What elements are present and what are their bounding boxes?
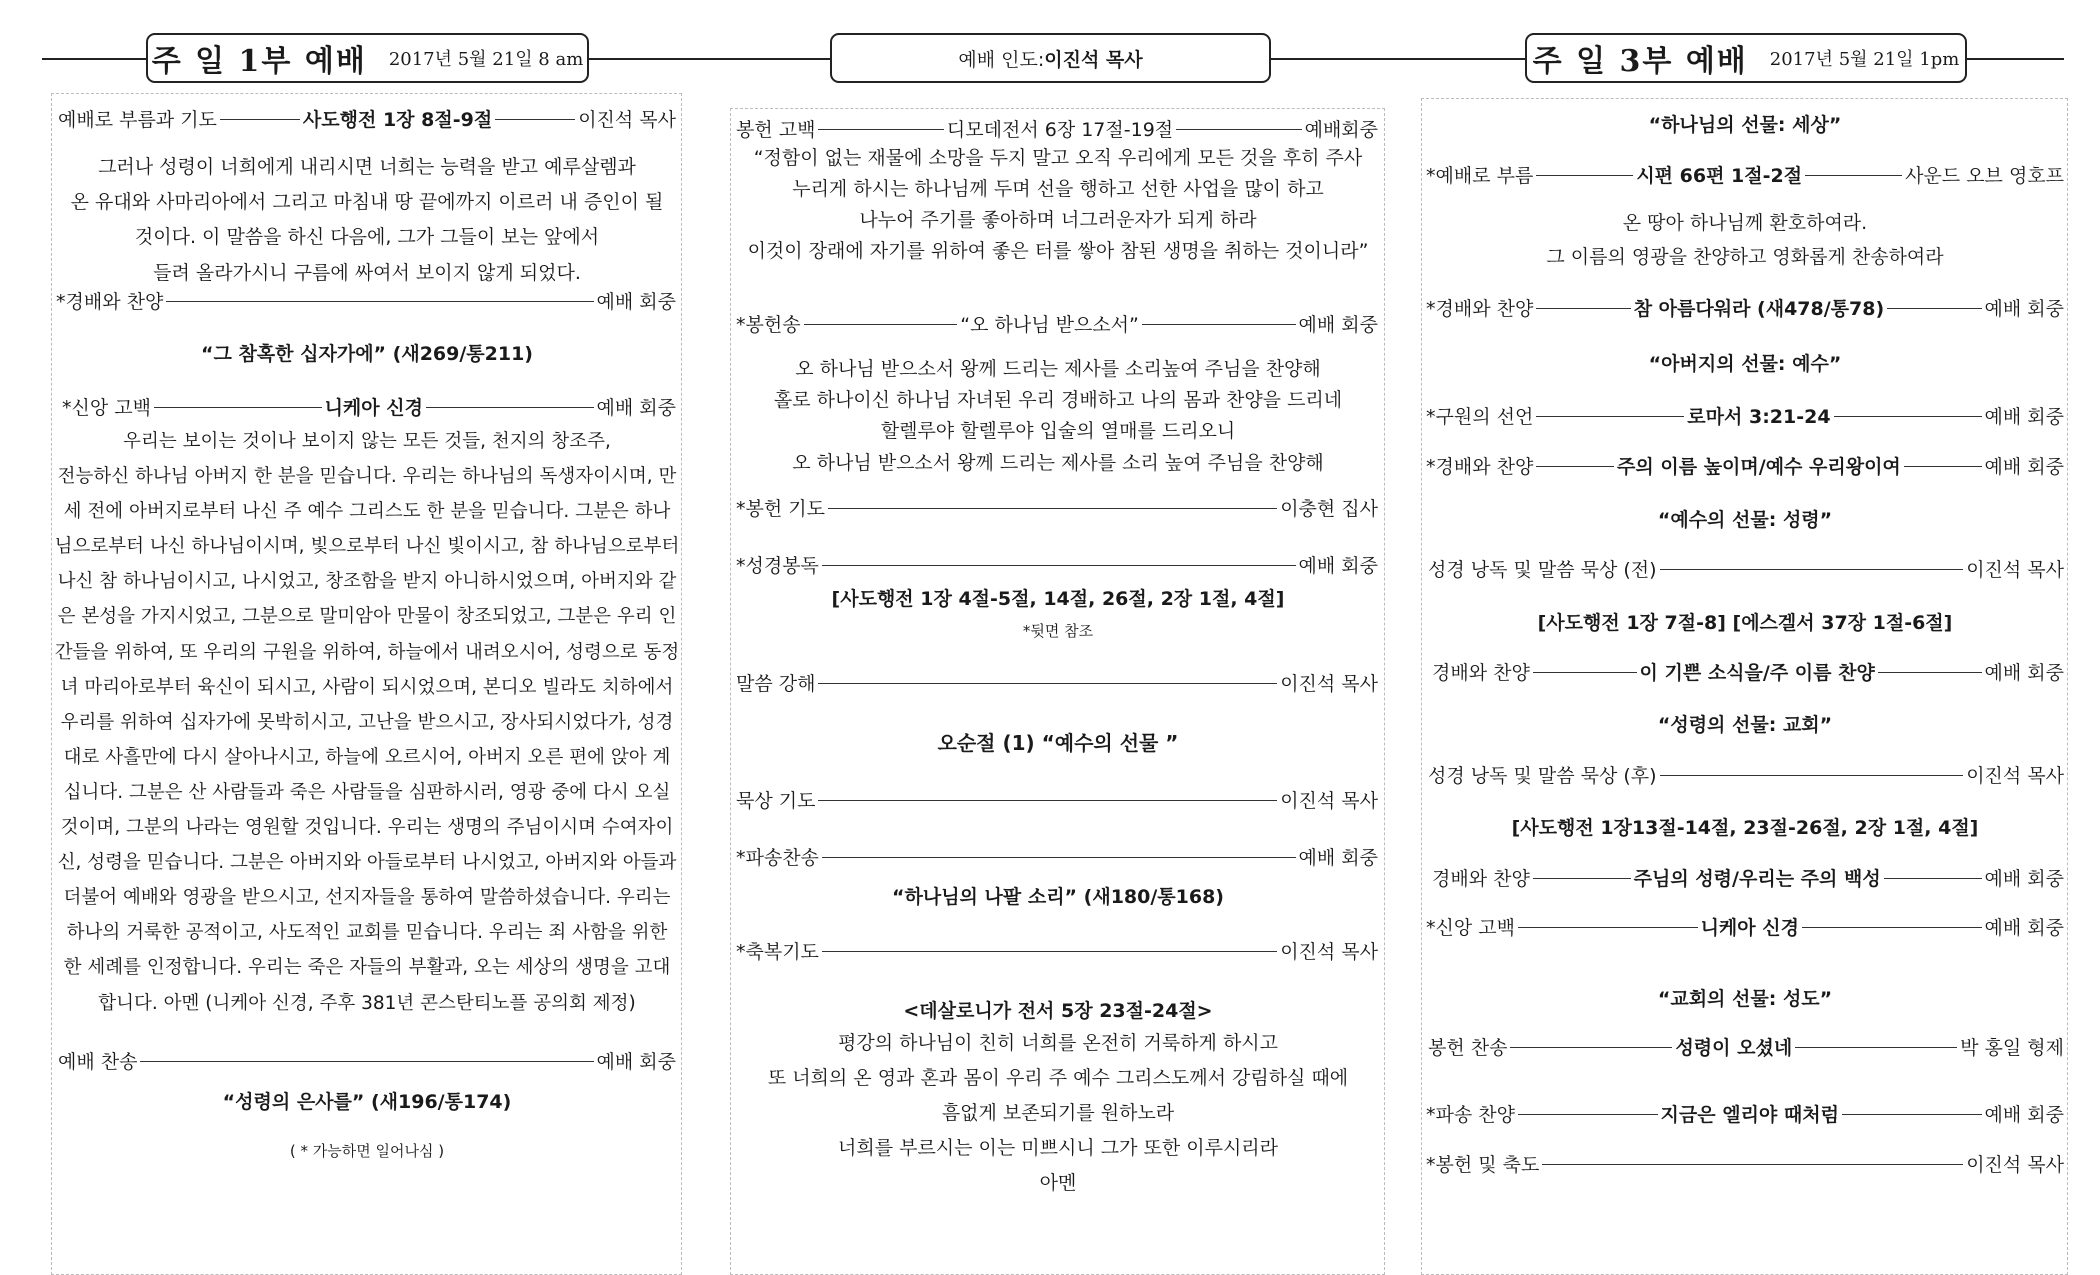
row-song: 지금은 엘리야 때처럼 [1660, 1103, 1839, 1126]
row-label: *파송찬송 [736, 846, 819, 869]
creed-line: 전능하신 하나님 아버지 한 분을 믿습니다. 우리는 하나님의 독생자이시며, 만 [57, 466, 677, 488]
creed-line: 더불어 예배와 영광을 받으시고, 선지자들을 통하여 말씀하셨습니다. 우리는 [63, 887, 671, 909]
section-heading: “아버지의 선물: 예수” [1648, 353, 1842, 375]
leader-line [822, 857, 1296, 858]
meditation-prayer-row [736, 786, 1378, 812]
row-label: *경배와 찬양 [1426, 297, 1534, 320]
scripture-reading-row [736, 551, 1378, 577]
sending-hymn-row [736, 843, 1378, 869]
row-label: *파송 찬양 [1426, 1103, 1515, 1126]
call-to-worship-row [58, 105, 676, 131]
verse-line: 그러나 성령이 너희에게 내리시면 너희는 능력을 받고 예루살렘과 [98, 156, 636, 178]
row-song: 주님의 성령/우리는 주의 백성 [1633, 867, 1881, 890]
call-verse [52, 150, 682, 291]
row-leader: 이진석 목사 [1280, 940, 1378, 963]
header-rule-center-right [1270, 58, 1526, 60]
verse-line: 온 땅아 하나님께 환호하여라. [1622, 212, 1868, 234]
creed-line: 합니다. 아멘 (니케아 신경, 주후 381년 콘스탄티노플 공의회 제정) [98, 992, 636, 1014]
reading-after-row [1428, 761, 2064, 787]
service1-header [146, 33, 589, 83]
leader-line [1533, 672, 1637, 673]
leader-line [818, 800, 1277, 801]
offering-prayer-row [736, 494, 1378, 520]
service1-title: 주 일 1부 예배 [151, 44, 367, 79]
leader-line [1878, 672, 1982, 673]
row-leader: 예배 회중 [1298, 313, 1379, 336]
row-leader: 예배 회중 [596, 396, 677, 419]
creed-line: 십니다. 그분은 산 사람들과 죽은 사람들을 심판하시러, 영광 중에 다시 오실 [63, 781, 671, 803]
scripture-reference: [사도행전 1장13절-14절, 23절-26절, 2장 1절, 4절] [1511, 817, 1979, 839]
section-heading: “교회의 선물: 성도” [1657, 988, 1833, 1010]
sermon-title: 오순절 (1) “예수의 선물 ” [937, 731, 1179, 755]
leader-line [140, 1061, 593, 1062]
row-label: *신앙 고백 [62, 396, 151, 419]
row-scripture: 니케아 신경 [324, 396, 423, 419]
header-rule-left [42, 58, 147, 60]
creed-line: 것이며, 그분의 나라는 영원할 것입니다. 우리는 생명의 주님이시며 수여자이 [60, 817, 674, 839]
row-leader: 예배 회중 [1984, 661, 2065, 684]
row-scripture: “오 하나님 받으소서” [960, 313, 1139, 336]
lyric-line: 할렐루야 할렐루야 입술의 열매를 드리오니 [880, 420, 1236, 443]
verse-line: 온 유대와 사마리아에서 그리고 마침내 땅 끝에까지 이르러 내 증인이 될 [70, 191, 664, 214]
worship-praise-row [56, 287, 676, 313]
row-leader: 예배 회중 [1298, 554, 1378, 577]
benediction-row [736, 937, 1378, 963]
row-leader: 예배 회중 [1298, 846, 1378, 869]
row-label: 예배 찬송 [58, 1050, 138, 1073]
leader-line [818, 129, 943, 130]
creed-line: 우리는 보이는 것이나 보이지 않는 모든 것들, 천지의 창조주, [123, 431, 611, 452]
worship-praise-row [1432, 658, 2064, 684]
salvation-declaration-row [1426, 402, 2064, 428]
worship-praise-row [1432, 864, 2064, 890]
creed-line: 님으로부터 나신 하나님이시며, 빛으로부터 나신 빛이시고, 참 하나님으로부터 [54, 536, 680, 558]
benediction-row [1426, 1150, 2064, 1176]
row-leader: 예배 회중 [1984, 867, 2065, 890]
row-leader: 이충현 집사 [1280, 497, 1378, 520]
row-scripture: 디모데전서 6장 17절-19절 [946, 118, 1174, 141]
verse-line: 평강의 하나님이 친히 너희를 온전히 거룩하게 하시고 [837, 1032, 1279, 1054]
verse-line: 나누어 주기를 좋아하며 너그러운자가 되게 하라 [859, 209, 1257, 231]
verse-line: 이것이 장래에 자기를 위하여 좋은 터를 쌓아 참된 생명을 취하는 것이니라” [747, 240, 1369, 262]
nicene-creed-text [52, 424, 682, 1021]
verse-line: 흠없게 보존되기를 원하노라 [941, 1102, 1175, 1124]
row-label: *경배와 찬양 [56, 290, 164, 313]
leader-line [1518, 1114, 1658, 1115]
leader-line [220, 119, 300, 120]
offering-verse [731, 143, 1385, 267]
sending-hymn-title: “하나님의 나팔 소리” (새180/통168) [892, 886, 1224, 908]
sermon-row [736, 669, 1378, 695]
row-leader: 이진석 목사 [1280, 672, 1378, 695]
verse-line: “정함이 없는 재물에 소망을 두지 말고 오직 우리에게 모든 것을 후히 주사 [753, 147, 1363, 169]
creed-line: 녀 마리아로부터 육신이 되시고, 사람이 되시었으며, 본디오 빌라도 치하에서 [60, 676, 674, 698]
scripture-reference: [사도행전 1장 4절-5절, 14절, 26절, 2장 1절, 4절] [831, 588, 1285, 610]
leader-line [1904, 466, 1982, 467]
row-scripture: 로마서 3:21-24 [1687, 405, 1831, 428]
worship-hymn-row [58, 1047, 676, 1073]
leader-line [426, 407, 594, 408]
creed-line: 신, 성령을 믿습니다. 그분은 아버지와 아들로부터 나시었고, 아버지와 아들과 [57, 852, 677, 874]
leader-line [1176, 129, 1301, 130]
row-leader: 이진석 목사 [1966, 1153, 2064, 1176]
creed-line: 나신 참 하나님이시고, 나시었고, 창조함을 받지 아니하시었으며, 아버지와 같 [57, 571, 677, 593]
leader-line [1142, 324, 1296, 325]
benediction-verse [731, 1026, 1385, 1201]
row-label: *경배와 찬양 [1426, 455, 1534, 478]
row-label: 경배와 찬양 [1432, 867, 1530, 890]
row-song: 성령이 오셨네 [1675, 1036, 1793, 1059]
service1-date: 2017년 5월 21일 8 am [388, 49, 584, 70]
header-rule-center-left [588, 58, 832, 60]
row-leader: 이진석 목사 [1280, 789, 1378, 812]
sending-praise-row [1426, 1100, 2064, 1126]
section-heading: “성령의 선물: 교회” [1657, 714, 1833, 736]
row-song: 이 기쁜 소식을/주 이름 찬양 [1639, 661, 1875, 684]
row-leader: 예배 회중 [1984, 297, 2065, 320]
row-leader: 이진석 목사 [1966, 764, 2064, 787]
row-label: *구원의 선언 [1426, 405, 1534, 428]
row-label: *봉헌 및 축도 [1426, 1153, 1540, 1176]
row-scripture: 니케아 신경 [1700, 916, 1799, 939]
row-label: *봉헌송 [736, 313, 801, 336]
row-leader: 이진석 목사 [578, 108, 676, 131]
creed-line: 세 전에 아버지로부터 나신 주 예수 그리스도 한 분을 믿습니다. 그분은 하나 [63, 501, 671, 523]
leader-line [1660, 569, 1964, 570]
creed-line: 하나의 거룩한 공적이고, 사도적인 교회를 믿습니다. 우리는 죄 사함을 위한 [66, 922, 668, 944]
scripture-reference: [사도행전 1장 7절-8] [에스겔서 37장 1절-6절] [1537, 612, 1953, 634]
row-label: *신앙 고백 [1426, 916, 1515, 939]
leader-line [1887, 308, 1981, 309]
offering-song-row [736, 310, 1378, 336]
row-leader: 예배 회중 [1984, 1103, 2065, 1126]
creed-line: 은 본성을 가지시었고, 그분으로 말미암아 만물이 창조되었고, 그분은 우리 인 [57, 606, 677, 628]
leader-line [1533, 878, 1631, 879]
leader-line [1842, 1114, 1982, 1115]
leader-line [822, 951, 1277, 952]
leader-line [1660, 775, 1964, 776]
row-song: 주의 이름 높이며/예수 우리왕이여 [1617, 455, 1901, 478]
leader-line [154, 407, 322, 408]
row-label: 봉헌 고백 [736, 118, 816, 141]
row-scripture: 사도행전 1장 8절-9절 [302, 108, 493, 131]
row-leader: 예배 회중 [596, 1050, 676, 1073]
offering-hymn-row [1428, 1033, 2064, 1059]
row-label: 묵상 기도 [736, 789, 816, 812]
service3-header [1525, 33, 1967, 83]
leader-line [1805, 175, 1902, 176]
row-label: *성경봉독 [736, 554, 819, 577]
row-label: 말씀 강해 [736, 672, 816, 695]
row-scripture: 시편 66편 1절-2절 [1636, 164, 1803, 187]
row-label: 봉헌 찬송 [1428, 1036, 1508, 1059]
standing-note: ( * 가능하면 일어나심 ) [289, 1142, 445, 1160]
verse-line: 너희를 부르시는 이는 미쁘시니 그가 또한 이루시리라 [837, 1137, 1279, 1159]
leader-line [1834, 416, 1982, 417]
worship-praise-row [1426, 452, 2064, 478]
header-rule-right [1966, 58, 2064, 60]
leader-line [1518, 927, 1698, 928]
leader-line [1510, 1047, 1672, 1048]
leader-line [804, 324, 958, 325]
leader-line [1536, 308, 1630, 309]
leader-line [495, 119, 575, 120]
leader-line [1542, 1164, 1963, 1165]
worship-leader-label: 예배 인도: [958, 48, 1045, 71]
service3-date: 2017년 5월 21일 1pm [1769, 49, 1960, 70]
row-leader: 예배회중 [1304, 118, 1379, 141]
row-leader: 박 홍일 형제 [1960, 1036, 2065, 1059]
verse-line: 누리게 하시는 하나님께 두며 선을 행하고 선한 사업을 많이 하고 [792, 178, 1324, 200]
row-leader: 예배 회중 [1984, 405, 2065, 428]
offering-confession-row [736, 115, 1378, 141]
row-leader: 사운드 오브 영호프 [1905, 164, 2065, 187]
leader-line [1795, 1047, 1957, 1048]
hymn-title: “성령의 은사를” (새196/통174) [222, 1091, 512, 1113]
creed-line: 대로 사흘만에 다시 살아나시고, 하늘에 오르시어, 아버지 오른 편에 앉아 계 [63, 746, 671, 768]
hymn-title: “그 참혹한 십자가에” (새269/통211) [201, 343, 533, 365]
leader-line [1536, 416, 1684, 417]
verse-line: 것이다. 이 말씀을 하신 다음에, 그가 그들이 보는 앞에서 [134, 226, 600, 249]
row-leader: 예배 회중 [1984, 455, 2064, 478]
service3-title: 주 일 3부 예배 [1532, 44, 1748, 79]
creed-row [1426, 913, 2064, 939]
verse-line: 또 너희의 온 영과 혼과 몸이 우리 주 예수 그리스도께서 강림하실 때에 [767, 1067, 1349, 1089]
call-verse [1422, 206, 2068, 274]
section-heading: “하나님의 선물: 세상” [1648, 114, 1842, 136]
section-heading: “예수의 선물: 성령” [1657, 509, 1833, 531]
leader-line [828, 508, 1277, 509]
row-label: 성경 낭독 및 말씀 묵상 (후) [1428, 764, 1657, 787]
creed-line: 한 세례를 인정합니다. 우리는 죽은 자들의 부활과, 오는 세상의 생명을 고대 [63, 957, 671, 979]
reading-before-row [1428, 555, 2064, 581]
row-label: *축복기도 [736, 940, 819, 963]
call-to-worship-row [1426, 161, 2064, 187]
lyric-line: 홀로 하나이신 하나님 자녀된 우리 경배하고 나의 몸과 찬양을 드리네 [773, 389, 1343, 412]
leader-line [1536, 175, 1633, 176]
row-leader: 예배 회중 [1984, 916, 2065, 939]
row-song: 참 아름다워라 (새478/통78) [1633, 297, 1885, 320]
row-label: 성경 낭독 및 말씀 묵상 (전) [1428, 558, 1657, 581]
creed-line: 간들을 위하여, 또 우리의 구원을 위하여, 하늘에서 내려오시어, 성령으로 동정 [54, 641, 680, 663]
leader-line [166, 301, 593, 302]
leader-line [1802, 927, 1982, 928]
creed-line: 우리를 위하여 십자가에 못박히시고, 고난을 받으시고, 장사되시었다가, 성경 [60, 711, 674, 733]
scripture-note: *뒷면 참조 [1022, 622, 1094, 640]
worship-praise-row [1426, 294, 2064, 320]
creed-row [62, 393, 676, 419]
offering-song-lyrics [731, 354, 1385, 479]
row-leader: 이진석 목사 [1966, 558, 2064, 581]
row-label: *봉헌 기도 [736, 497, 825, 520]
leader-line [818, 683, 1277, 684]
worship-leader-header [830, 33, 1271, 83]
row-label: 예배로 부름과 기도 [58, 108, 217, 131]
verse-line: 들려 올라가시니 구름에 싸여서 보이지 않게 되었다. [153, 261, 581, 284]
verse-line: 아멘 [1039, 1172, 1077, 1194]
verse-line: 그 이름의 영광을 찬양하고 영화롭게 찬송하여라 [1546, 246, 1944, 268]
leader-line [1884, 878, 1982, 879]
row-leader: 예배 회중 [596, 290, 676, 313]
lyric-line: 오 하나님 받으소서 왕께 드리는 제사를 소리높여 주님을 찬양해 [795, 358, 1321, 380]
leader-line [1536, 466, 1614, 467]
row-label: 경배와 찬양 [1432, 661, 1530, 684]
lyric-line: 오 하나님 받으소서 왕께 드리는 제사를 소리 높여 주님을 찬양해 [792, 451, 1324, 474]
right-column [1421, 98, 2068, 1275]
leader-line [822, 565, 1296, 566]
worship-leader-name: 이진석 목사 [1044, 48, 1143, 71]
benediction-reference: <데살로니가 전서 5장 23절-24절> [903, 1000, 1213, 1022]
row-label: *예배로 부름 [1426, 164, 1534, 187]
